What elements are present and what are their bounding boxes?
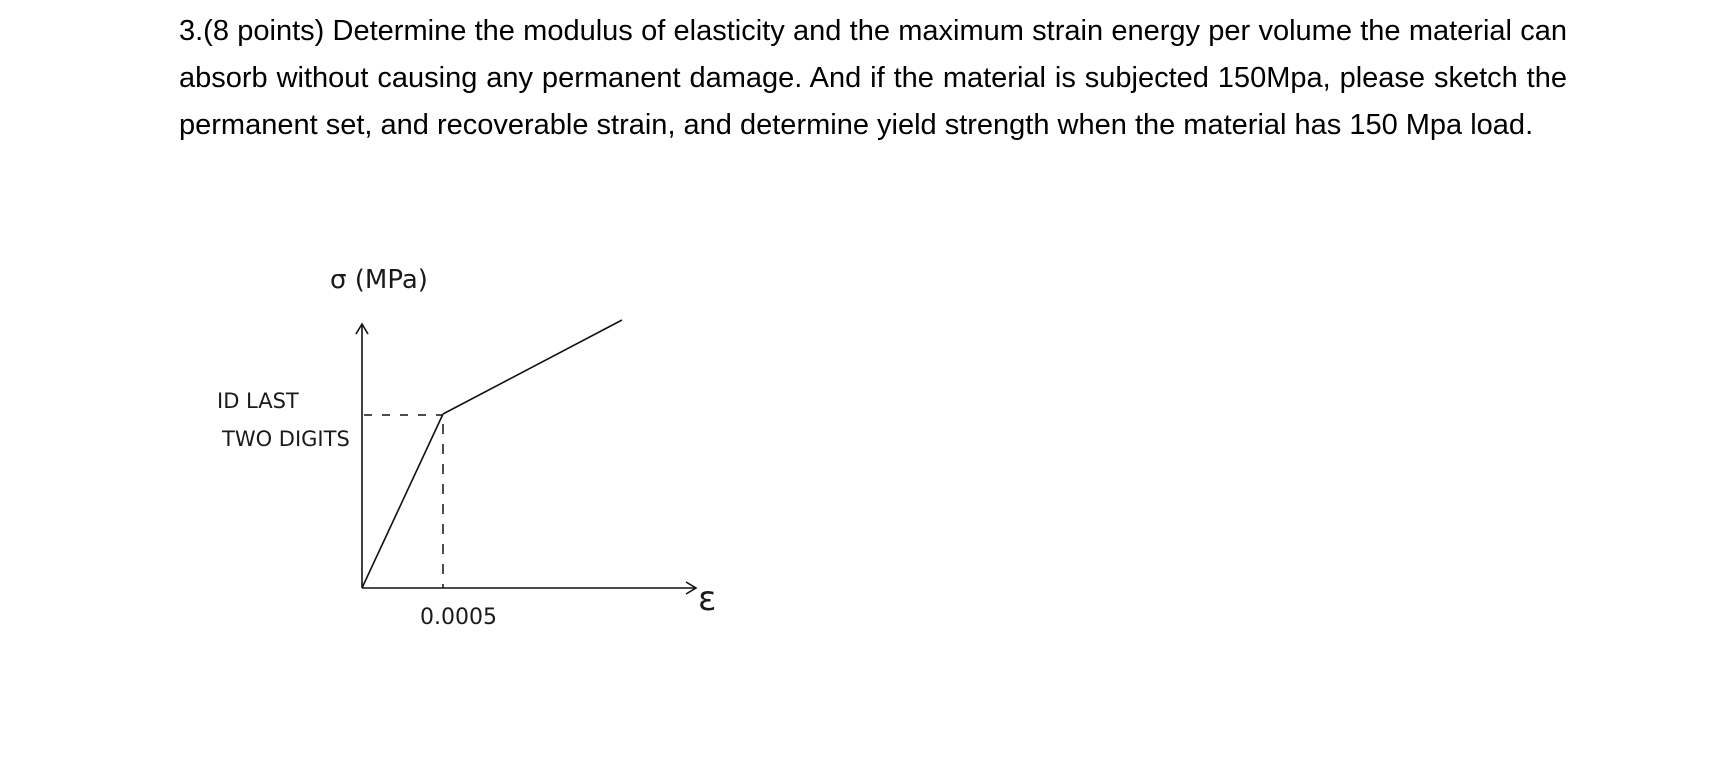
yield-label-line1: ID LAST (217, 389, 299, 413)
x-axis-label: ε (698, 579, 717, 619)
elastic-region-line (362, 414, 443, 588)
y-axis-label: σ (MPa) (330, 265, 428, 295)
yield-label-line2: TWO DIGITS (222, 427, 350, 451)
plastic-region-line (443, 320, 622, 414)
strain-tick-label: 0.0005 (420, 605, 497, 630)
question-text: 3.(8 points) Determine the modulus of elasticity and the maximum strain energy per volume the material can absorb without causing any permanent damage. And if the material is subjected 150Mpa, please sketch the permanent set, and recoverable strain, and determine yield strength when the material has 150 Mpa load. (179, 15, 1567, 141)
